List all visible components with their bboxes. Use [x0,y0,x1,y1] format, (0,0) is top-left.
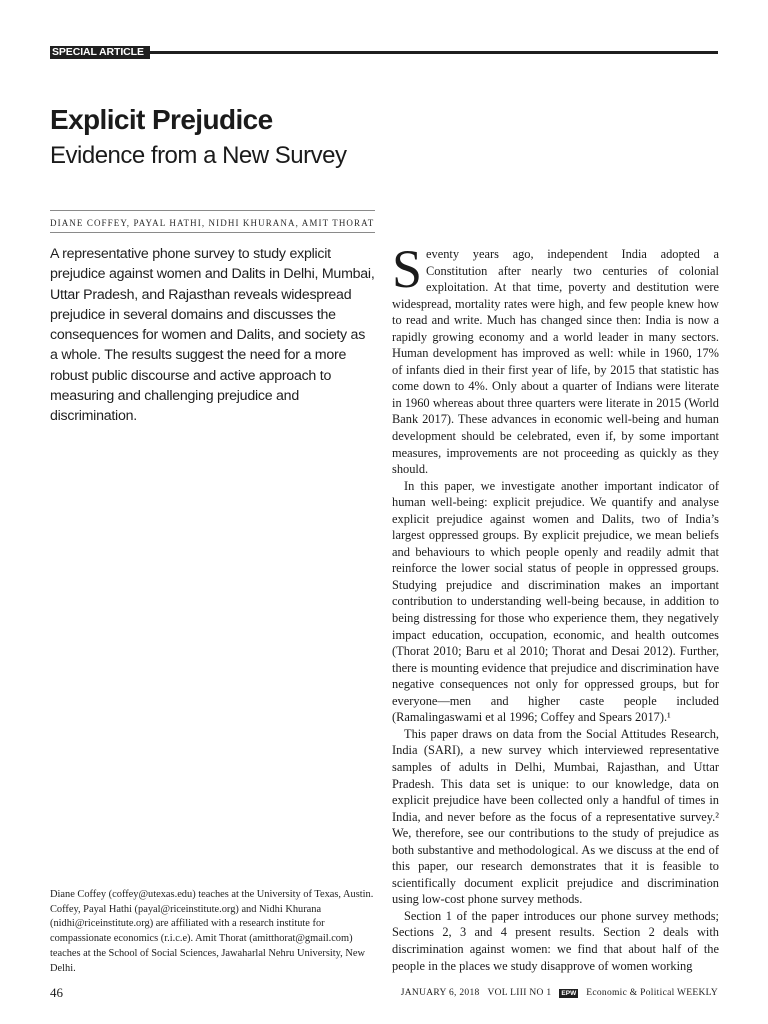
journal-name: Economic & Political WEEKLY [586,988,718,998]
article-title: Explicit Prejudice [50,104,273,135]
body-paragraph-2: In this paper, we investigate another important indicator of human well-being: explicit prejudice. We quantify and analyse explicit prejudice against women and Dalits, two of India’s largest oppressed groups. By explicit prejudice, we mean beliefs and behaviours to which people openly and readily admit that reinforce the lower social status of people in oppressed groups. Studying prejudice and discrimination makes an important contribution to understanding well-being because, in addition to being distressing for those who experience them, they negatively impact education, occupation, economic, and health outcomes (Thorat 2010; Baru et al 2010; Thorat and Desai 2012). Further, there is mounting evidence that prejudice and discrimination have negative consequences not only for oppressed groups, but for everyone—men and higher caste people included (Ramalingaswami et al 1996; Coffey and Spears 2017).¹ [392,478,719,725]
drop-cap: S [392,239,423,299]
authors-bottom-rule [50,232,375,233]
abstract: A representative phone survey to study explicit prejudice against women and Dalits in Delhi, Mumbai, Uttar Pradesh, and Rajasthan reveals widespread prejudice in several domains and discusses the consequences for women and Dalits, and society as a whole. The results suggest the need for a more robust public discourse and active approach to measuring and challenging prejudice and discrimination. [50,246,375,425]
authors-top-rule [50,210,375,211]
header-rule [50,51,718,54]
body-paragraph-1 [392,239,719,478]
author-affiliation [50,888,376,976]
page-number: 46 [50,985,63,1000]
page-footer [401,988,718,998]
author-list: DIANE COFFEY, PAYAL HATHI, NIDHI KHURANA, AMIT THORAT [50,218,375,228]
body-paragraph-3: This paper draws on data from the Social Attitudes Research, India (SARI), a new survey which interviewed representative samples of adults in Delhi, Mumbai, Rajasthan, and Uttar Pradesh. This data set is unique: to our knowledge, data on explicit prejudice have been collected only a handful of times in India, and never before as the focus of a representative survey.² We, therefore, see our contributions to the study of prejudice as both substantive and methodological. As we discuss at the end of this paper, our research demonstrates that it is feasible to scientifically document explicit prejudice and discrimination using low-cost phone survey methods. [392,726,719,907]
epw-logo: EPW [561,989,577,997]
affiliation-text: Diane Coffey (coffey@utexas.edu) teaches at the University of Texas, Austin. Coffey, Payal Hathi (payal@riceinstitute.org) and Nidhi Khurana (nidhi@riceinstitute.org) are affiliated with a research institute for compassionate economics (r.i.c.e). Amit Thorat (amitthorat@gmail.com) teaches at the School of Social Sciences, Jawaharlal Nehru University, New Delhi. [50,889,374,974]
section-label: SPECIAL ARTICLE [50,46,150,59]
body-paragraph-4: Section 1 of the paper introduces our phone survey methods; Sections 2, 3 and 4 present results. Section 2 deals with discrimination against women: we find that about half of the people in the places we study disapprove of women working [392,908,719,973]
body-paragraph-1-text: eventy years ago, independent India adopted a Constitution after nearly two centuries of colonial exploitation. At that time, poverty and destitution were widespread, mortality rates were high, and few people knew how to read and write. Much has changed since then: India is now a rapidly growing economy and a world leader in many sectors. Human development has improved as well: while in 1960, 17% of infants died in their first year of life, by 2015 that statistic has come down to 4%. Only about a quarter of Indians were literate in 1960 whereas about three quarters were literate in 2015 (World Bank 2017). These advances in economic well-being and human development should be celebrated, even if, by some important measures, improvements are not proceeding as quickly as they should. [392,247,719,477]
section-header [50,46,718,59]
article-body [392,239,719,974]
article-subtitle: Evidence from a New Survey [50,142,347,169]
issue-info: JANUARY 6, 2018 VOL LIII NO 1 [400,988,552,998]
